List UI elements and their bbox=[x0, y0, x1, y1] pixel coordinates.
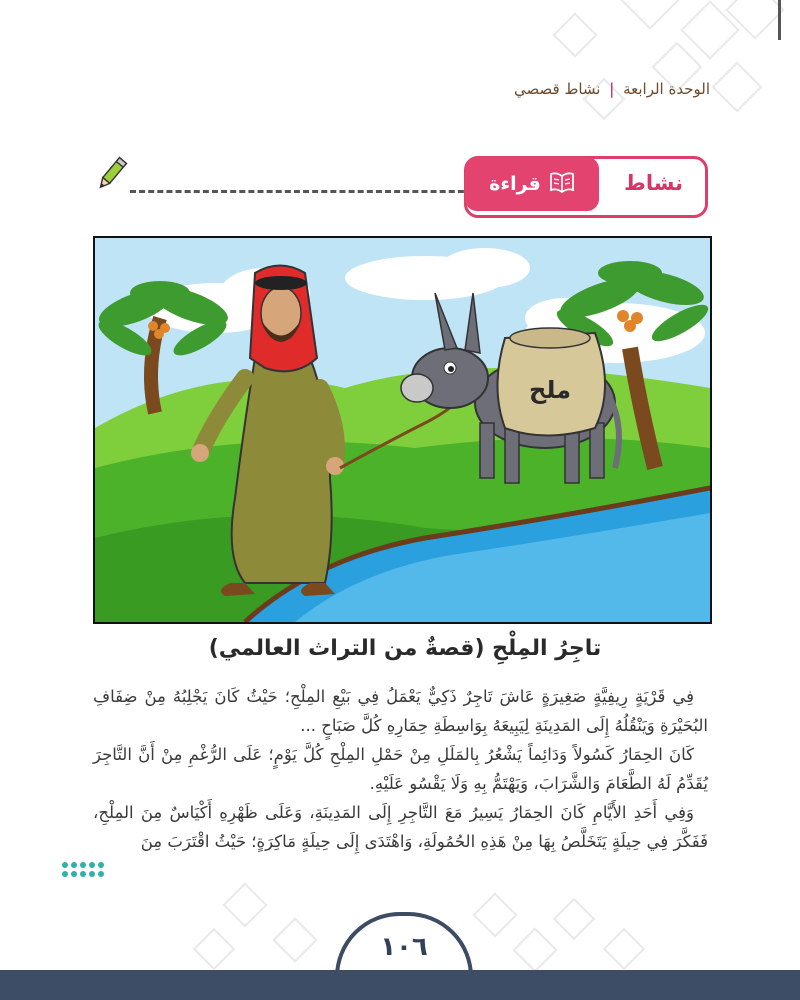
header-separator: | bbox=[609, 80, 615, 98]
story-illustration bbox=[93, 236, 712, 624]
story-title: تاجِرُ المِلْحِ (قصةٌ من التراث العالمي) bbox=[208, 636, 602, 661]
page-number: ١٠٦ bbox=[380, 932, 428, 962]
open-book-icon bbox=[549, 171, 575, 198]
salt-sack-label: ملح bbox=[529, 376, 571, 404]
activity-header bbox=[464, 156, 708, 218]
continuation-dots bbox=[60, 860, 120, 884]
activity-label: نشاط bbox=[624, 171, 683, 195]
dashed-divider bbox=[130, 190, 473, 193]
page-header bbox=[514, 80, 710, 98]
unit-title: الوحدة الرابعة bbox=[623, 80, 710, 98]
story-text bbox=[93, 682, 708, 856]
pencil-icon bbox=[94, 154, 128, 198]
section-title: نشاط قصصي bbox=[514, 80, 601, 98]
reading-badge bbox=[465, 157, 599, 211]
reading-label: قراءة bbox=[489, 173, 541, 195]
story-paragraph: فِي قَرْيَةٍ رِيفِيَّةٍ صَغِيرَةٍ عَاشَ تَاجِرٌ ذَكِيٌّ يَعْمَلُ فِي بَيْعِ المِلْحِ؛ حَيْثُ كَانَ يَجْلِبُهُ مِنْ ضِفَافِ البُحَيْرَةِ وَيَنْقُلُهُ إِلَى المَدِينَةِ لِيَبِيعَهُ بِوَاسِطَةِ حِمَارِهِ كُلَّ صَبَاحٍ ... bbox=[93, 687, 708, 735]
story-paragraph: وَفِي أَحَدِ الأَيَّامِ كَانَ الحِمَارُ يَسِيرُ مَعَ التَّاجِرِ إِلَى المَدِينَةِ، وَعَلَى ظَهْرِهِ أَكْيَاسٌ مِنَ المِلْحِ، فَفَكَّرَ فِي حِيلَةٍ يَتَخَلَّصُ بِهَا مِنْ هَذِهِ الحُمُولَةِ، وَاهْتَدَى إِلَى حِيلَةٍ مَاكِرَةٍ؛ حَيْثُ اقْتَرَبَ مِنَ bbox=[93, 803, 708, 851]
footer-bar bbox=[0, 970, 800, 1000]
story-paragraph: كَانَ الحِمَارُ كَسُولاً وَدَائِماً يَشْعُرُ بِالمَلَلِ مِنْ حَمْلِ المِلْحِ كُلَّ يَوْمٍ؛ عَلَى الرُّغْمِ مِنْ أَنَّ التَّاجِرَ يُقَدِّمُ لَهُ الطَّعَامَ وَالشَّرَابَ، وَيَهْتَمُّ بِهِ وَلَا يَقْسُو عَلَيْهِ. bbox=[93, 745, 708, 793]
